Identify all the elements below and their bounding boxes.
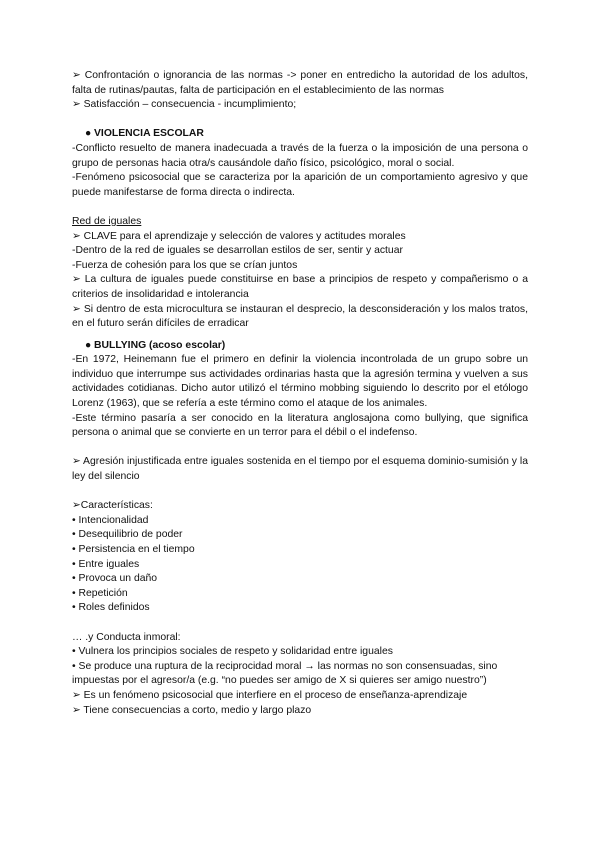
document-page — [72, 69, 528, 718]
list-item: ➢ Tiene consecuencias a corto, medio y largo plazo — [72, 704, 312, 716]
red-item: ➢ Si dentro de esta microcultura se instauran el desprecio, la desconsideración y los malos tratos, en el futuro serán difíciles de erradicar — [72, 303, 528, 330]
bullet-dot-icon: ● — [85, 128, 92, 140]
bullying-paragraph-3: ➢ Agresión injustificada entre iguales sostenida en el tiempo por el esquema dominio-sumisión y la ley del silencio — [72, 456, 528, 483]
list-item: • Provoca un daño — [72, 573, 158, 585]
bullying-paragraph-2: -Este término pasaría a ser conocido en la literatura anglosajona como bullying, que significa persona o animal que se convierte en un terror para el débil o el indefenso. — [72, 412, 528, 439]
section-heading-violencia — [72, 127, 528, 142]
intro-line-2: ➢ Satisfacción – consecuencia - incumplimiento; — [72, 99, 297, 111]
list-item: • Entre iguales — [72, 558, 140, 570]
violencia-paragraph-1: -Conflicto resuelto de manera inadecuada a través de la fuerza o la imposición de una persona o grupo de personas hacia otra/s causándole daño físico, psicológico, moral o social. — [72, 142, 528, 169]
list-item: • Intencionalidad — [72, 514, 149, 526]
red-title: Red de iguales — [72, 215, 142, 227]
bullying-paragraph-1: -En 1972, Heinemann fue el primero en definir la violencia incontrolada de un grupo sobre un individuo que interrumpe sus actividades ordinarias hasta que la agresión termina y vuelven a sus actividades cotidianas. Dicho autor utilizó el término mobbing siguiendo lo descrito por el etólogo Lorenz (1963), que se refería a este término como el ataque de los animales. — [72, 354, 528, 410]
conducta-title: … .y Conducta inmoral: — [72, 631, 181, 643]
bullet-dot-icon: ● — [85, 339, 92, 351]
list-item: ➢ Es un fenómeno psicosocial que interfiere en el proceso de enseñanza-aprendizaje — [72, 689, 468, 701]
bullying-title: BULLYING (acoso escolar) — [94, 339, 226, 351]
list-item: • Desequilibrio de poder — [72, 529, 183, 541]
list-item: • Vulnera los principios sociales de respeto y solidaridad entre iguales — [72, 646, 393, 658]
caracteristicas-title: ➢Características: — [72, 500, 153, 512]
list-item: • Se produce una ruptura de la reciprocidad moral → las normas no son consensuadas, sino impuestas por el agresor/a (e.g. “no puedes ser amigo de X si quieres ser amigo nuestro”) — [72, 660, 498, 687]
red-item: ➢ La cultura de iguales puede constituirse en base a principios de respeto y compañerismo o a criterios de insolidaridad e intolerancia — [72, 274, 528, 300]
red-item: -Fuerza de cohesión para los que se crían juntos — [72, 259, 298, 271]
list-item: • Roles definidos — [72, 602, 150, 614]
list-item: • Persistencia en el tiempo — [72, 544, 195, 555]
caracteristicas-list — [72, 514, 528, 616]
section-heading-bullying — [72, 339, 528, 354]
conducta-list — [72, 645, 528, 718]
violencia-title: VIOLENCIA ESCOLAR — [94, 128, 204, 140]
red-item: -Dentro de la red de iguales se desarrollan estilos de ser, sentir y actuar — [72, 245, 403, 257]
intro-line-1: ➢ Confrontación o ignorancia de las normas -> poner en entredicho la autoridad de los adultos, falta de rutinas/pautas, falta de participación en el establecimiento de las normas — [72, 70, 528, 96]
red-item: ➢ CLAVE para el aprendizaje y selección de valores y actitudes morales — [72, 230, 406, 242]
list-item: • Repetición — [72, 587, 128, 599]
violencia-paragraph-2: -Fenómeno psicosocial que se caracteriza por la aparición de un comportamiento agresivo y que puede manifestarse de forma directa o indirecta. — [72, 172, 528, 198]
